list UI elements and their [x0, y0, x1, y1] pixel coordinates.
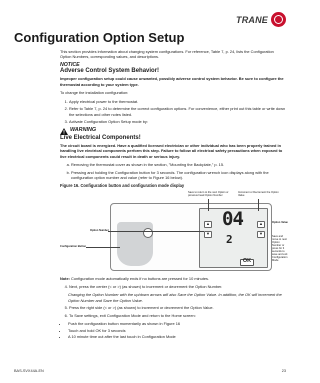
intro-paragraph: This section provides information about changing system configurations. For reference, Table 7, p. 24, lists the Configuration Option Numbers, corresponding values, and descriptions. [60, 49, 274, 60]
leader-line [258, 199, 259, 211]
leader-line [108, 231, 204, 232]
substep-b: b. Pressing and holding the Configuration button for 3 seconds. The configuration wrench icon displays along with the configuration option number and value (refer to Figure 16 below). [71, 170, 286, 181]
steps-list-c [60, 305, 286, 318]
warning-heading: Live Electrical Components! [60, 134, 141, 141]
adverse-heading: Adverse Control System Behavior! [60, 68, 160, 75]
label-save-return: Save to return to the next Option or previous head Option Number [188, 190, 229, 197]
change-intro: To change the installation configuration: [60, 90, 129, 96]
right-up-icon[interactable]: ▲ [257, 221, 265, 228]
thermostat-display [199, 208, 268, 268]
option-number-display: 04 [222, 207, 243, 230]
brand-header [236, 12, 286, 27]
note-label: Note: [60, 275, 70, 281]
note-b: Changing the Option Number with the up/down arrows will also Save the Option Value. In addition, the OK will increment the Option Number and Save the Option Value. [68, 292, 282, 303]
warning-body: The circuit board is energized. Have a qualified licensed electrician or other individual who has been properly trained in handling live electrical components perform this step. Failure to follow all electrical safety precautions when exposed to live electrical components could result in death or serious injury. [60, 142, 283, 159]
step-6: 6. To Save settings, exit Configuration Mode and return to the Home screen: [69, 313, 286, 318]
thermostat-device [110, 203, 272, 271]
footer-page-number: 23 [281, 369, 286, 373]
note-paragraph [60, 276, 286, 281]
warning-tag: WARNING [70, 127, 97, 134]
right-down-icon[interactable]: ▼ [257, 231, 265, 238]
label-option-number: Option Number [90, 228, 109, 232]
step-1: 1. Apply electrical power to the thermostat. [69, 99, 286, 104]
step-3: 3. Activate Configuration Option Setup mode by: [69, 119, 286, 124]
center-down-icon[interactable]: ▼ [204, 231, 212, 238]
adverse-body: Improper configuration setup could cause unwanted, possibly adverse control system behavior. Be sure to configure the thermostat according to your system type. [60, 76, 284, 87]
exit-bullets [60, 321, 286, 339]
page-title: Configuration Option Setup [14, 30, 185, 45]
leader-line [86, 247, 120, 248]
figure-caption: Figure 16. Configuration button and configuration mode display [60, 183, 185, 189]
figure-16 [60, 191, 286, 273]
label-config-button: Configuration Button [60, 244, 87, 248]
substeps-list [60, 162, 286, 180]
bullet-1: • Push the configuration button momentarily as shown in Figure 16 [68, 321, 286, 326]
trane-logo-icon [271, 12, 286, 27]
step-2: 2. Refer to Table 7, p. 24 to determine the correct configuration options. For convenience, either print out this table or write down the selections and other notes listed. [69, 106, 286, 117]
label-save-next: Save and move to next Option Number or press for 3 seconds to save and exit Configuration Mode [272, 234, 288, 263]
warning-icon [60, 128, 68, 135]
label-inc-dec: Increment or Decrement the Option Value [238, 190, 279, 197]
configuration-button[interactable] [143, 228, 153, 238]
warning-row [60, 128, 286, 135]
notice-tag: NOTICE [60, 61, 80, 68]
step-4: 4. Next, press the center (< or >) (as shown) to increment or decrement the Option Number. [69, 284, 286, 289]
ok-button[interactable]: OK [240, 259, 254, 266]
label-option-value: Option Value [272, 220, 288, 224]
note-text: Configuration mode automatically ends if no buttons are pressed for 10 minutes. [71, 275, 210, 281]
brand-name: TRANE [236, 14, 268, 25]
steps-list-b [60, 284, 286, 289]
footer-doc-id: BAS-SVX44A-EN [14, 369, 44, 373]
bullet-2: • Touch and hold OK for 3 seconds [68, 328, 286, 333]
option-value-display: 2 [226, 232, 233, 246]
step-5: 5. Press the right side (< or >) (as shown) to increment or decrement the Option Value. [69, 305, 286, 310]
leader-line [208, 199, 209, 211]
bullet-3: • A 10 minute time out after the last touch in Configuration Mode [68, 334, 286, 339]
substep-a: a. Removing the thermostat cover as shown in the section, "Mounting the Backplate," p. 15. [71, 162, 286, 167]
center-up-icon[interactable]: ▲ [204, 221, 212, 228]
section-body [60, 49, 286, 341]
steps-list-a [60, 99, 286, 125]
